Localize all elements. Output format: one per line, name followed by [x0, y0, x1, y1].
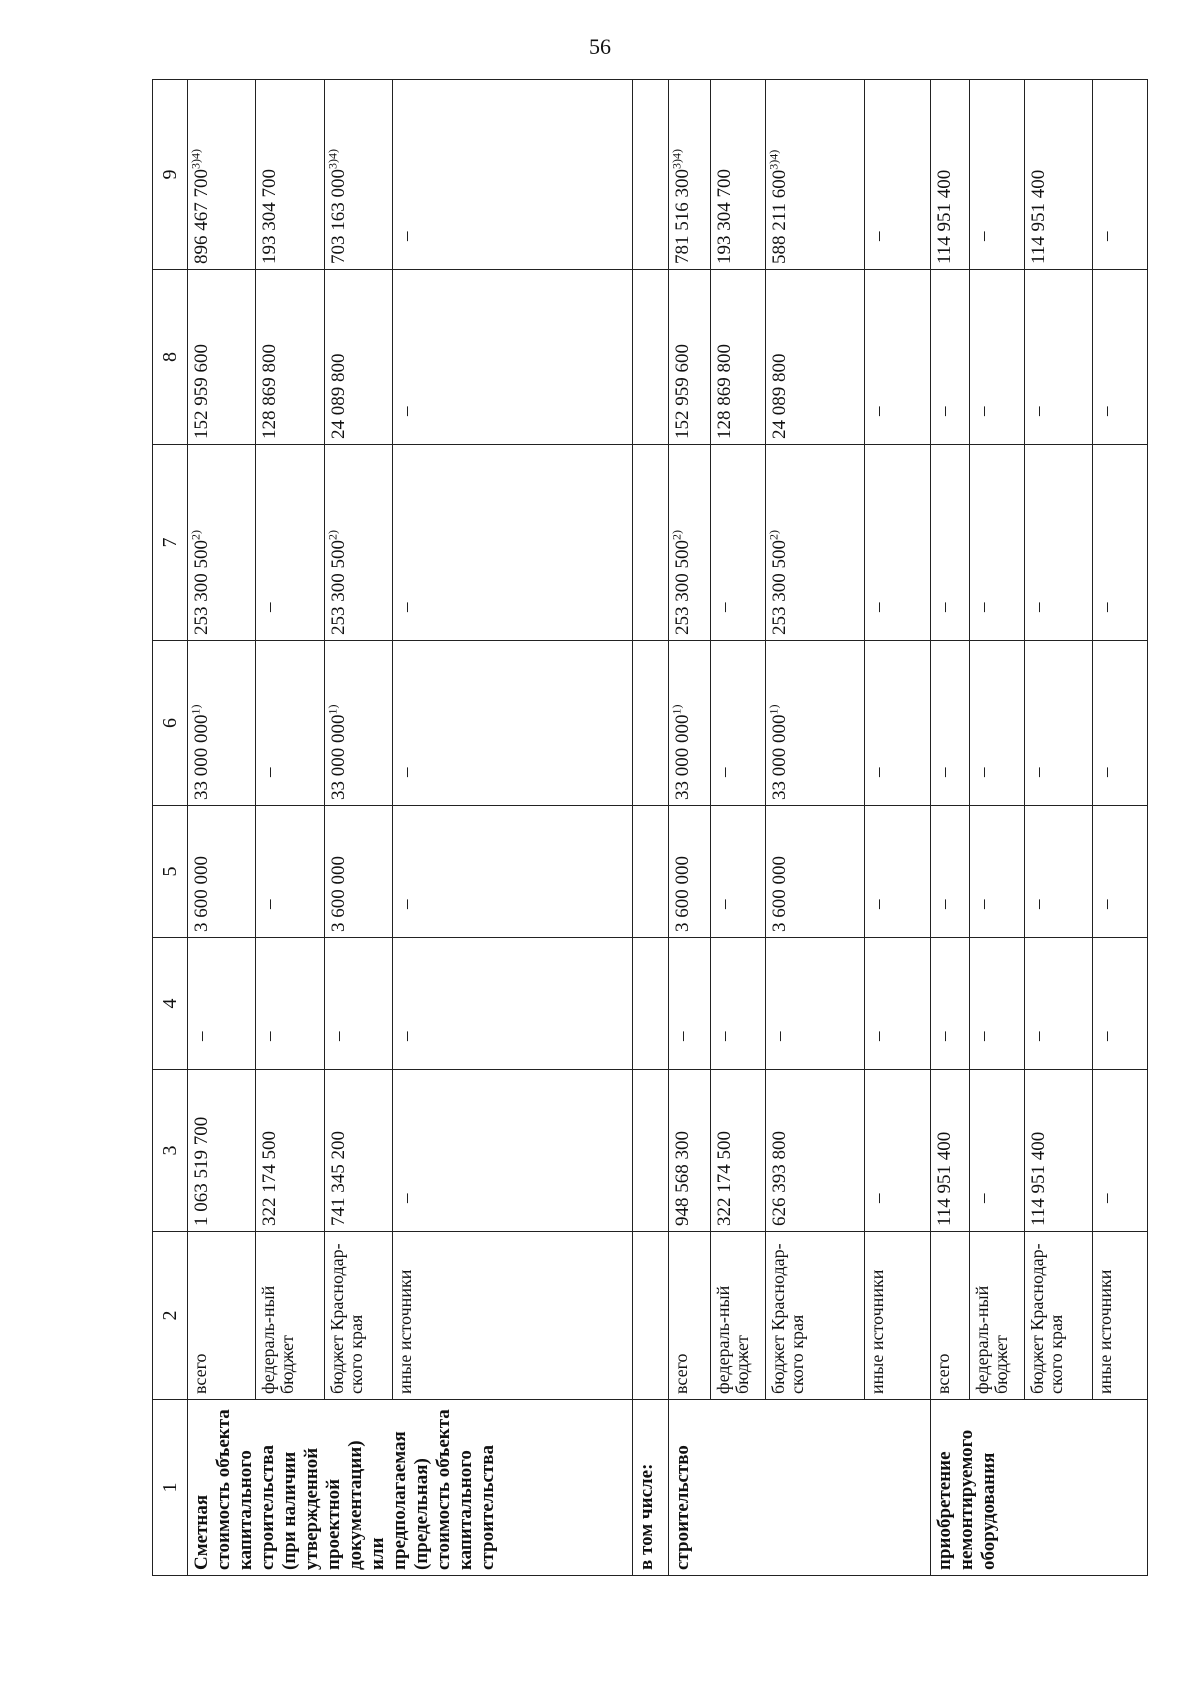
value-cell: – [1024, 270, 1092, 445]
value-cell: – [392, 641, 633, 806]
value-cell: 3 600 000 [324, 806, 392, 938]
value-cell: – [1093, 80, 1148, 270]
value-cell: – [864, 270, 930, 445]
source-cell: иные источники [392, 1232, 633, 1400]
value-cell: – [1093, 641, 1148, 806]
value-cell: 152 959 600 [668, 270, 710, 445]
value-cell: – [392, 1070, 633, 1232]
header-cell: 6 [153, 641, 188, 806]
value-cell: – [710, 445, 765, 641]
table-row [765, 80, 864, 1576]
value-cell: 3 600 000 [188, 806, 256, 938]
value-cell: – [256, 806, 324, 938]
source-cell: всего [930, 1232, 969, 1400]
value-cell: – [864, 1070, 930, 1232]
value-cell: 253 300 500$^{2)}$ [765, 445, 864, 641]
table-row [1093, 80, 1148, 1576]
value-cell: – [970, 270, 1025, 445]
financing-table [152, 79, 1148, 1576]
value-cell: 24 089 800 [324, 270, 392, 445]
value-cell: – [1093, 445, 1148, 641]
table-row [864, 80, 930, 1576]
value-cell: 948 568 300 [668, 1070, 710, 1232]
value-cell: – [324, 938, 392, 1070]
value-cell: – [256, 641, 324, 806]
header-cell: 8 [153, 270, 188, 445]
empty-cell [633, 80, 668, 270]
source-cell: всего [188, 1232, 256, 1400]
value-cell: – [970, 445, 1025, 641]
value-cell: 33 000 000$^{1)}$ [765, 641, 864, 806]
value-cell: – [970, 938, 1025, 1070]
value-cell: 781 516 $300^{3)4)}$ [668, 80, 710, 270]
value-cell: 114 951 400 [1024, 1070, 1092, 1232]
empty-cell [633, 806, 668, 938]
value-cell: – [1093, 270, 1148, 445]
value-cell: – [1024, 806, 1092, 938]
object-name-cell: приобретение немонтируемого оборудования [930, 1400, 1147, 1576]
value-cell: – [930, 445, 969, 641]
value-cell: – [864, 445, 930, 641]
value-cell: – [392, 445, 633, 641]
value-cell: 322 174 500 [256, 1070, 324, 1232]
empty-cell [633, 270, 668, 445]
value-cell: 3 600 000 [668, 806, 710, 938]
value-cell: 741 345 200 [324, 1070, 392, 1232]
value-cell: 193 304 700 [256, 80, 324, 270]
value-cell: – [1093, 1070, 1148, 1232]
value-cell: – [864, 806, 930, 938]
value-cell: – [930, 806, 969, 938]
empty-cell [633, 445, 668, 641]
value-cell: 24 089 800 [765, 270, 864, 445]
value-cell: – [188, 938, 256, 1070]
value-cell: 128 869 800 [710, 270, 765, 445]
empty-cell [633, 1232, 668, 1400]
value-cell: – [256, 938, 324, 1070]
value-cell: 322 174 500 [710, 1070, 765, 1232]
source-cell: бюджет Краснодар-ского края [324, 1232, 392, 1400]
rotated-table-container [152, 80, 1148, 1576]
value-cell: 114 951 400 [930, 80, 969, 270]
value-cell: 152 959 600 [188, 270, 256, 445]
value-cell: – [765, 938, 864, 1070]
value-cell: – [970, 806, 1025, 938]
value-cell: 896 467 $700^{3)4)}$ [188, 80, 256, 270]
source-cell: иные источники [864, 1232, 930, 1400]
page-number: 56 [589, 34, 611, 59]
source-cell: иные источники [1093, 1232, 1148, 1400]
subheading-cell: в том числе: [633, 1400, 668, 1576]
value-cell: 33 000 000$^{1)}$ [324, 641, 392, 806]
source-cell: федераль-ный бюджет [256, 1232, 324, 1400]
table-row [324, 80, 392, 1576]
empty-cell [633, 938, 668, 1070]
value-cell: 253 300 500$^{2)}$ [324, 445, 392, 641]
value-cell: – [710, 806, 765, 938]
value-cell: – [1024, 641, 1092, 806]
header-cell: 7 [153, 445, 188, 641]
source-cell: бюджет Краснодар-ского края [765, 1232, 864, 1400]
value-cell: – [930, 641, 969, 806]
value-cell: – [710, 938, 765, 1070]
value-cell: – [1093, 806, 1148, 938]
table-row [188, 80, 256, 1576]
table-row [1024, 80, 1092, 1576]
value-cell: – [930, 938, 969, 1070]
value-cell: 114 951 400 [1024, 80, 1092, 270]
table-row [633, 80, 668, 1576]
value-cell: – [256, 445, 324, 641]
table-row [256, 80, 324, 1576]
value-cell: 128 869 800 [256, 270, 324, 445]
empty-cell [633, 641, 668, 806]
value-cell: – [970, 1070, 1025, 1232]
source-cell: федераль-ный бюджет [710, 1232, 765, 1400]
table-row [668, 80, 710, 1576]
table-row [392, 80, 633, 1576]
value-cell: – [392, 270, 633, 445]
value-cell: 193 304 700 [710, 80, 765, 270]
value-cell: – [970, 641, 1025, 806]
empty-cell [633, 1070, 668, 1232]
value-cell: 626 393 800 [765, 1070, 864, 1232]
value-cell: 3 600 000 [765, 806, 864, 938]
header-cell: 5 [153, 806, 188, 938]
value-cell: 588 211 $600^{3)4)}$ [765, 80, 864, 270]
value-cell: 114 951 400 [930, 1070, 969, 1232]
value-cell: – [392, 80, 633, 270]
header-cell: 2 [153, 1232, 188, 1400]
value-cell: – [710, 641, 765, 806]
source-cell: федераль-ный бюджет [970, 1232, 1025, 1400]
value-cell: – [392, 806, 633, 938]
value-cell: 253 300 500$^{2)}$ [188, 445, 256, 641]
value-cell: – [864, 641, 930, 806]
value-cell: – [970, 80, 1025, 270]
value-cell: 33 000 000$^{1)}$ [668, 641, 710, 806]
value-cell: – [1024, 445, 1092, 641]
value-cell: – [1024, 938, 1092, 1070]
value-cell: – [930, 270, 969, 445]
object-name-cell: строительство [668, 1400, 930, 1576]
table-row [710, 80, 765, 1576]
header-cell: 3 [153, 1070, 188, 1232]
value-cell: – [1093, 938, 1148, 1070]
header-row [153, 80, 188, 1576]
value-cell: – [864, 80, 930, 270]
table-row [930, 80, 969, 1576]
header-cell: 4 [153, 938, 188, 1070]
source-cell: бюджет Краснодар-ского края [1024, 1232, 1092, 1400]
object-name-cell: Сметная стоимость объекта капитального строительства (при наличии утвержденной проектной документации) или предполагаемая (предельная) стоимость объекта капитального строительства [188, 1400, 633, 1576]
value-cell: – [668, 938, 710, 1070]
source-cell: всего [668, 1232, 710, 1400]
value-cell: – [864, 938, 930, 1070]
value-cell: 253 300 500$^{2)}$ [668, 445, 710, 641]
value-cell: 703 163 $000^{3)4)}$ [324, 80, 392, 270]
header-cell: 9 [153, 80, 188, 270]
value-cell: 1 063 519 700 [188, 1070, 256, 1232]
value-cell: – [392, 938, 633, 1070]
value-cell: 33 000 000$^{1)}$ [188, 641, 256, 806]
table-row [970, 80, 1025, 1576]
header-cell: 1 [153, 1400, 188, 1576]
